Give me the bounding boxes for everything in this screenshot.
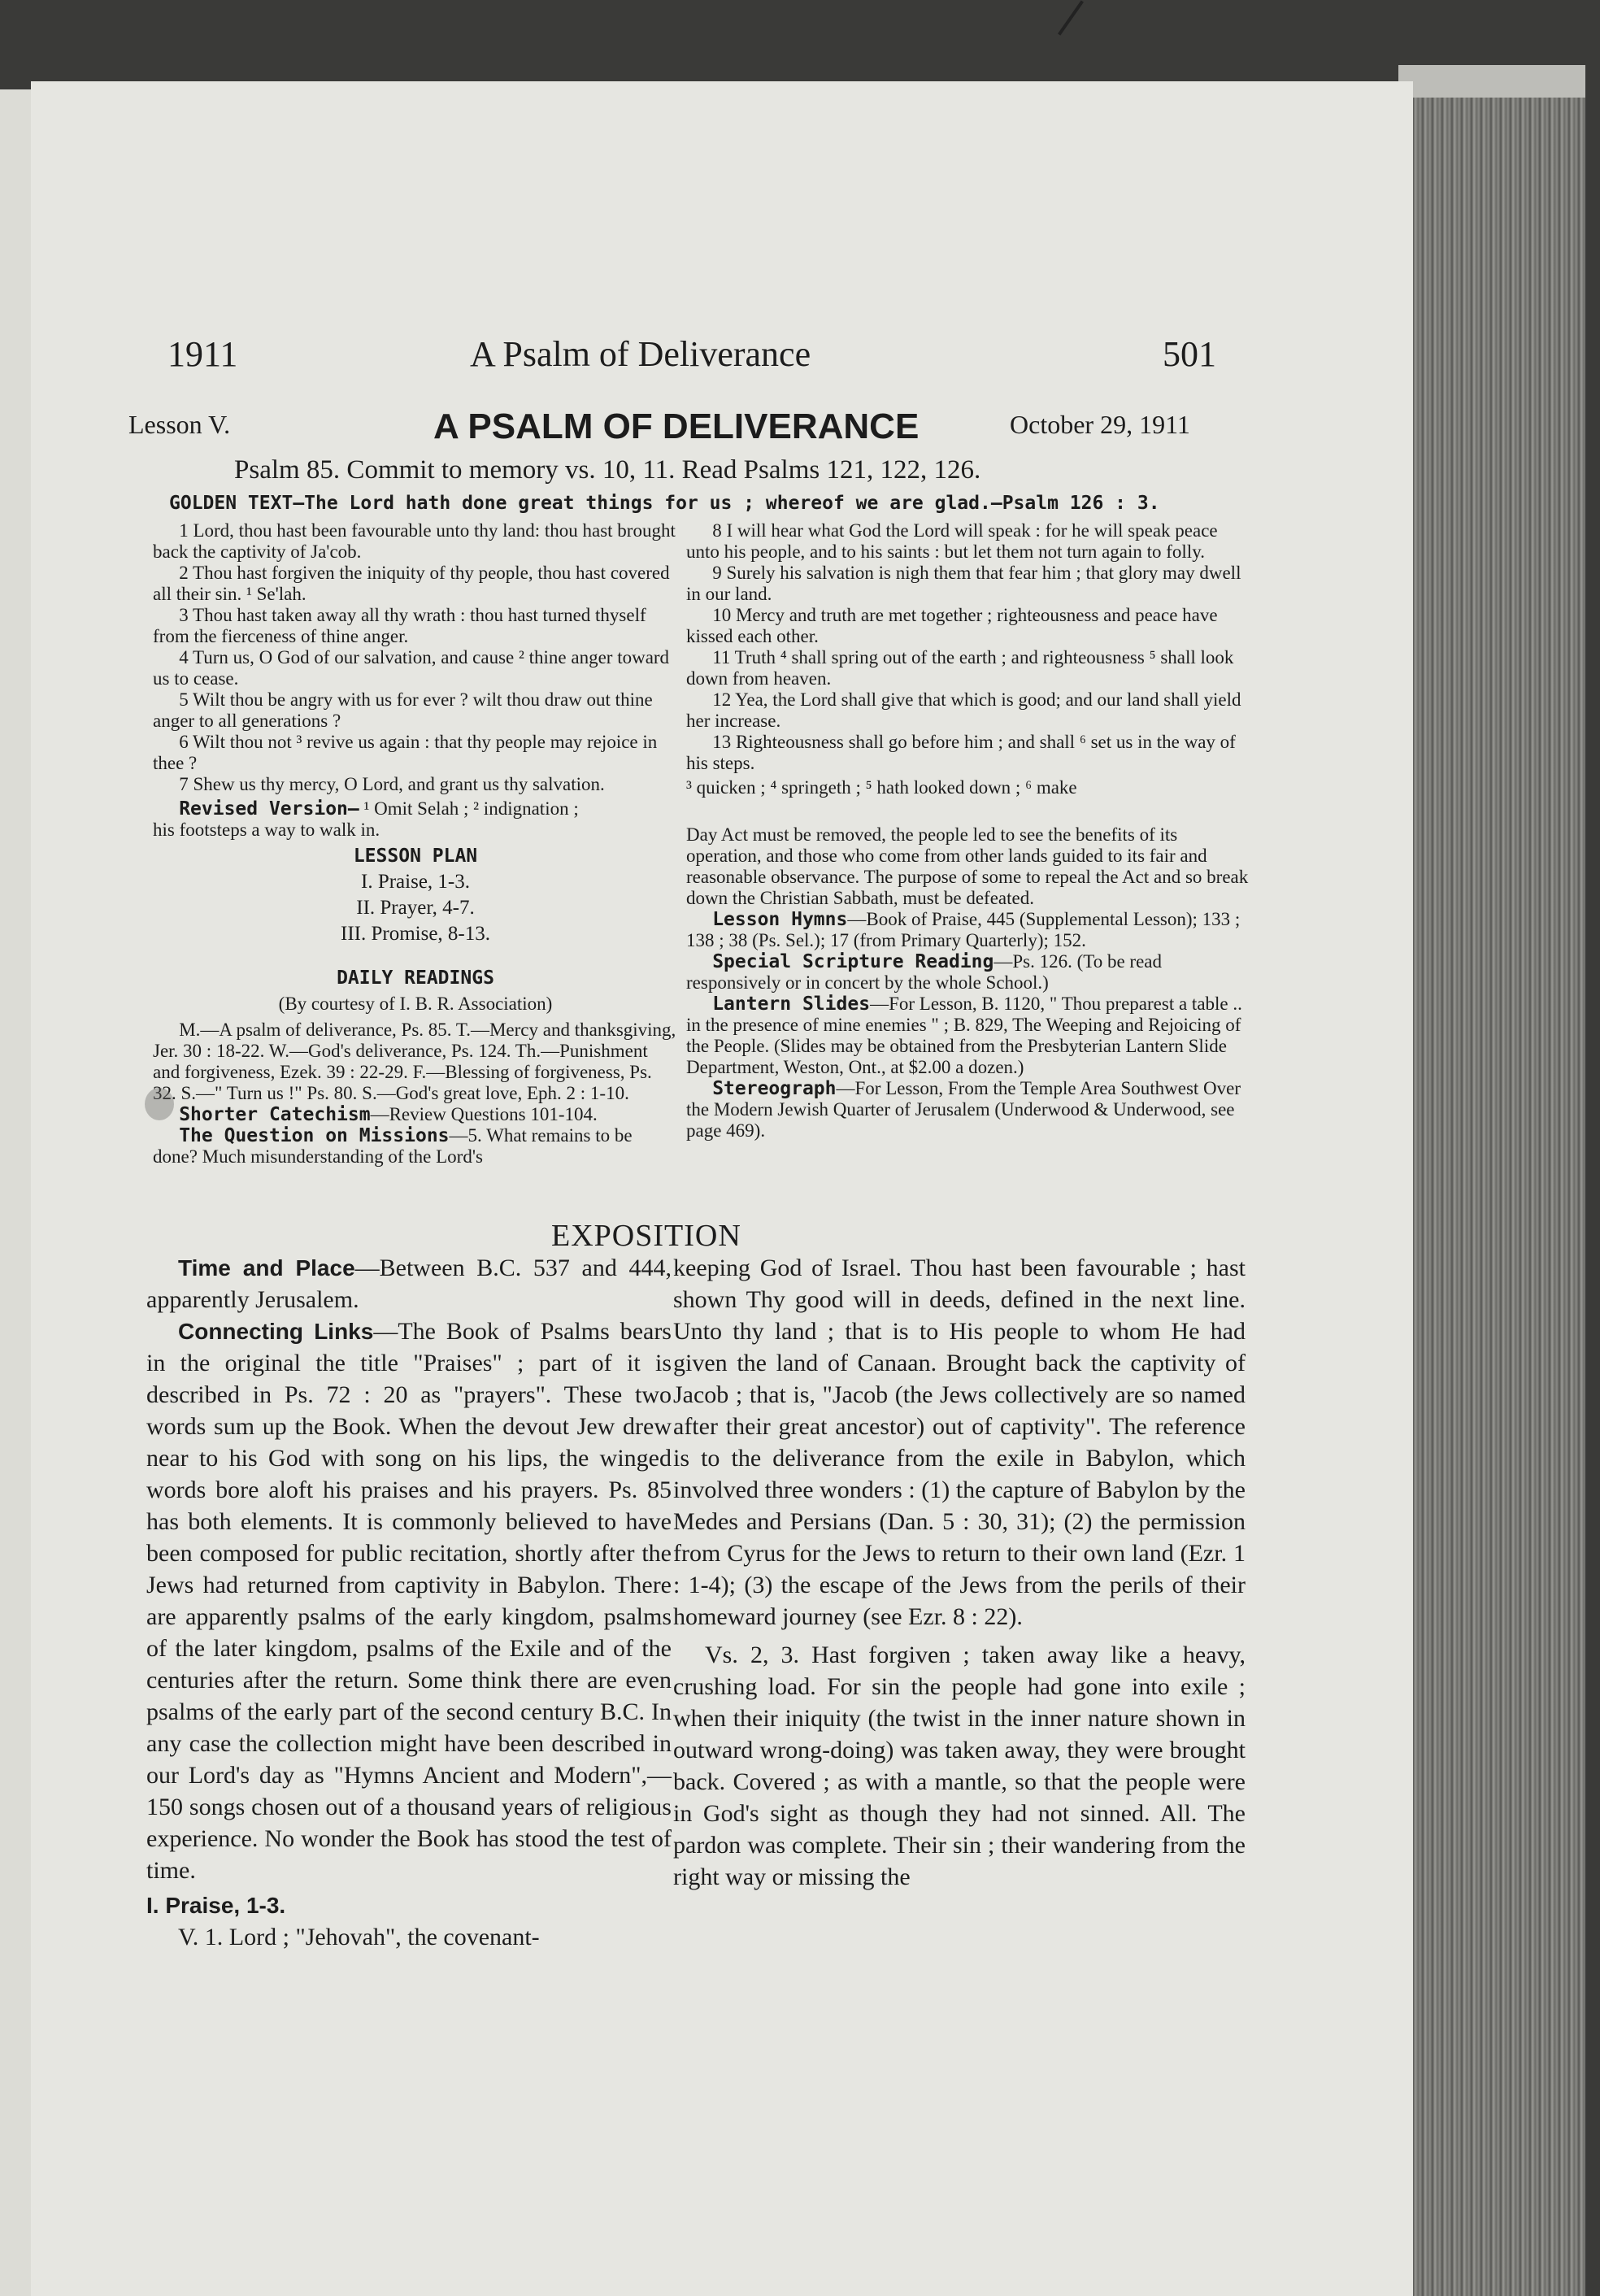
running-header bbox=[31, 333, 1413, 382]
verse: 10 Mercy and truth are met together ; righteousness and peace have kissed each other. bbox=[686, 605, 1218, 646]
question-missions-label: The Question on Missions bbox=[179, 1125, 450, 1146]
revised-version-cont: his footsteps a way to walk in. bbox=[153, 820, 380, 840]
missions-continued: Day Act must be removed, the people led to see the benefits of its operation, and those who come from other lands guided to its fair and reasonable observance. The purpose of some to repeal the Act and so break down the Christian Sabbath, must be defeated. bbox=[686, 824, 1249, 908]
special-scripture-label: Special Scripture Reading bbox=[712, 951, 994, 972]
lesson-hymns-text: —Book of Praise, 445 (Supplemental Lesson); 133 ; 138 ; 38 (Ps. Sel.); 17 (from Primary Quarterly); 152. bbox=[686, 909, 1241, 950]
special-scripture bbox=[686, 951, 1250, 994]
lesson-hymns-label: Lesson Hymns bbox=[712, 909, 848, 930]
connecting-links-label: Connecting Links bbox=[178, 1319, 374, 1344]
verse: 3 Thou hast taken away all thy wrath : thou hast turned thyself from the fierceness of thine anger. bbox=[153, 605, 646, 646]
daily-readings-courtesy: (By courtesy of I. B. R. Association) bbox=[278, 994, 553, 1014]
exposition-right-column bbox=[673, 1252, 1246, 1893]
golden-text: GOLDEN TEXT—The Lord hath done great things for us ; whereof we are glad.—Psalm 126 : 3. bbox=[169, 493, 1160, 514]
time-and-place-text: —Between B.C. 537 and 444, apparently Jerusalem. bbox=[146, 1255, 672, 1313]
facing-page-edge bbox=[0, 89, 31, 2296]
exposition-paragraph: keeping God of Israel. Thou hast been favourable ; hast shown Thy good will in deeds, defined in the next line. Unto thy land ; that is to His people to whom He had given the land of Canaan. Brought back the captivity of Jacob ; that is, "Jacob (the Jews collectively are so named after their great ancestor) out of captivity". The reference is to the deliverance from the exile in Babylon, which involved three wonders : (1) the capture of Babylon by the Medes and Persians (Dan. 5 : 30, 31); (2) the permission from Cyrus for the Jews to return to their own land (Ezr. 1 : 1-4); (3) the escape of the Jews from the perils of their homeward journey (see Ezr. 8 : 22). bbox=[673, 1255, 1246, 1630]
lesson-title-row bbox=[31, 407, 1413, 447]
verse: 11 Truth ⁴ shall spring out of the earth ; and righteousness ⁵ shall look down from heaven. bbox=[686, 647, 1234, 689]
stereograph bbox=[686, 1078, 1250, 1141]
upper-right-column bbox=[686, 520, 1250, 1141]
revised-version-label: Revised Version— bbox=[179, 798, 359, 820]
exposition-heading: EXPOSITION bbox=[551, 1219, 741, 1253]
shorter-catechism-label: Shorter Catechism bbox=[179, 1104, 371, 1125]
stereograph-text: —For Lesson, From the Temple Area Southwest Over the Modern Jewish Quarter of Jerusalem (Underwood & Underwood, see page 469). bbox=[686, 1078, 1241, 1141]
exposition-left-column bbox=[146, 1252, 672, 1953]
verse: 6 Wilt thou not ³ revive us again : that thy people may rejoice in thee ? bbox=[153, 732, 658, 773]
time-and-place-label: Time and Place bbox=[178, 1255, 355, 1281]
lesson-plan-heading: LESSON PLAN bbox=[353, 846, 478, 867]
lesson-title: A PSALM OF DELIVERANCE bbox=[433, 407, 920, 446]
revised-version-text: ¹ Omit Selah ; ² indignation ; bbox=[363, 798, 579, 819]
book-page-edges bbox=[1398, 65, 1585, 2296]
revised-version bbox=[153, 798, 678, 820]
shorter-catechism bbox=[153, 1104, 678, 1125]
upper-left-column bbox=[153, 520, 678, 1168]
verse: 9 Surely his salvation is nigh them that fear him ; that glory may dwell in our land. bbox=[686, 563, 1241, 604]
lesson-date: October 29, 1911 bbox=[1010, 410, 1190, 439]
question-missions-text: —5. What remains to be done? Much misunderstanding of the Lord's bbox=[153, 1125, 633, 1167]
lantern-slides-text: —For Lesson, B. 1120, " Thou preparest a table .. in the presence of mine enemies " ; B. 829, The Weeping and Rejoicing of the People. (Slides may be obtained from the Presbyterian Lantern Slide Department, Weston, Ont., at $2.00 a dozen.) bbox=[686, 994, 1242, 1077]
praise-heading: I. Praise, 1-3. bbox=[146, 1893, 286, 1918]
verse: 12 Yea, the Lord shall give that which is good; and our land shall yield her increase. bbox=[686, 689, 1241, 731]
book-page bbox=[31, 81, 1413, 2296]
page-stain bbox=[145, 1088, 174, 1120]
lantern-slides bbox=[686, 994, 1250, 1078]
verse: 1 Lord, thou hast been favourable unto thy land: thou hast brought back the captivity of Ja'cob. bbox=[153, 520, 676, 562]
stereograph-label: Stereograph bbox=[712, 1078, 837, 1099]
header-year: 1911 bbox=[167, 334, 238, 374]
verse: 7 Shew us thy mercy, O Lord, and grant us thy salvation. bbox=[179, 774, 605, 794]
lesson-plan-item: I. Praise, 1-3. bbox=[361, 871, 470, 893]
verse: 13 Righteousness shall go before him ; and shall ⁶ set us in the way of his steps. bbox=[686, 732, 1236, 773]
time-and-place bbox=[146, 1252, 672, 1315]
verse: 5 Wilt thou be angry with us for ever ? wilt thou draw out thine anger to all generations ? bbox=[153, 689, 653, 731]
connecting-links bbox=[146, 1315, 672, 1886]
daily-readings-heading: DAILY READINGS bbox=[337, 968, 494, 989]
special-scripture-text: —Ps. 126. (To be read responsively or in concert by the whole School.) bbox=[686, 951, 1163, 993]
lesson-plan-item: II. Prayer, 4-7. bbox=[356, 897, 475, 919]
daily-readings-text: M.—A psalm of deliverance, Ps. 85. T.—Mercy and thanksgiving, Jer. 30 : 18-22. W.—God's deliverance, Ps. 124. Th.—Punishment and forgiveness, Ezek. 39 : 22-29. F.—Blessing of forgiveness, Ps. 32. S.—" Turn us !" Ps. 80. S.—God's great love, Eph. 2 : 1-10. bbox=[153, 1020, 676, 1103]
verse: 8 I will hear what God the Lord will speak : for he will speak peace unto his people, and to his saints : but let them not turn again to folly. bbox=[686, 520, 1218, 562]
scan-mark bbox=[1058, 0, 1084, 35]
book-top-edge bbox=[1398, 65, 1585, 98]
lesson-plan-item: III. Promise, 8-13. bbox=[341, 923, 490, 945]
verse-one-note: V. 1. Lord ; "Jehovah", the covenant- bbox=[178, 1924, 540, 1950]
verse: 4 Turn us, O God of our salvation, and cause ² thine anger toward us to cease. bbox=[153, 647, 670, 689]
connecting-links-text: —The Book of Psalms bears in the original the title "Praises" ; part of it is described in Ps. 72 : 20 as "prayers". These two words sum up the Book. When the devout Jew drew near to his God with song on his lips, the winged words bore aloft his praises and his prayers. Ps. 85 has both elements. It is commonly believed to have been composed for public recitation, shortly after the Jews had returned from captivity in Babylon. There are apparently psalms of the early kingdom, psalms of the later kingdom, psalms of the Exile and of the centuries after the return. Some think there are even psalms of the early part of the second century B.C. In any case the collection might have been described in our Lord's day as "Hymns Ancient and Modern",—150 songs chosen out of a thousand years of religious experience. No wonder the Book has stood the test of time. bbox=[146, 1318, 672, 1884]
revised-version-right: ³ quicken ; ⁴ springeth ; ⁵ hath looked down ; ⁶ make bbox=[686, 777, 1077, 798]
question-missions bbox=[153, 1125, 678, 1168]
psalm-reference: Psalm 85. Commit to memory vs. 10, 11. Read Psalms 121, 122, 126. bbox=[234, 455, 981, 485]
shorter-catechism-text: —Review Questions 101-104. bbox=[370, 1104, 598, 1124]
verse: 2 Thou hast forgiven the iniquity of thy people, thou hast covered all their sin. ¹ Se'lah. bbox=[153, 563, 670, 604]
lesson-number: Lesson V. bbox=[128, 410, 231, 439]
exposition-paragraph: Vs. 2, 3. Hast forgiven ; taken away like a heavy, crushing load. For sin the people had gone into exile ; when their iniquity (the twist in the inner nature shown in outward wrong-doing) was taken away, they were brought back. Covered ; as with a mantle, so that the people were in God's sight as though they had not sinned. All. The pardon was complete. Their sin ; their wandering from the right way or missing the bbox=[673, 1642, 1246, 1890]
lantern-slides-label: Lantern Slides bbox=[712, 994, 871, 1015]
lesson-hymns bbox=[686, 909, 1250, 951]
page-number: 501 bbox=[1163, 334, 1216, 374]
header-title: A Psalm of Deliverance bbox=[470, 334, 811, 374]
